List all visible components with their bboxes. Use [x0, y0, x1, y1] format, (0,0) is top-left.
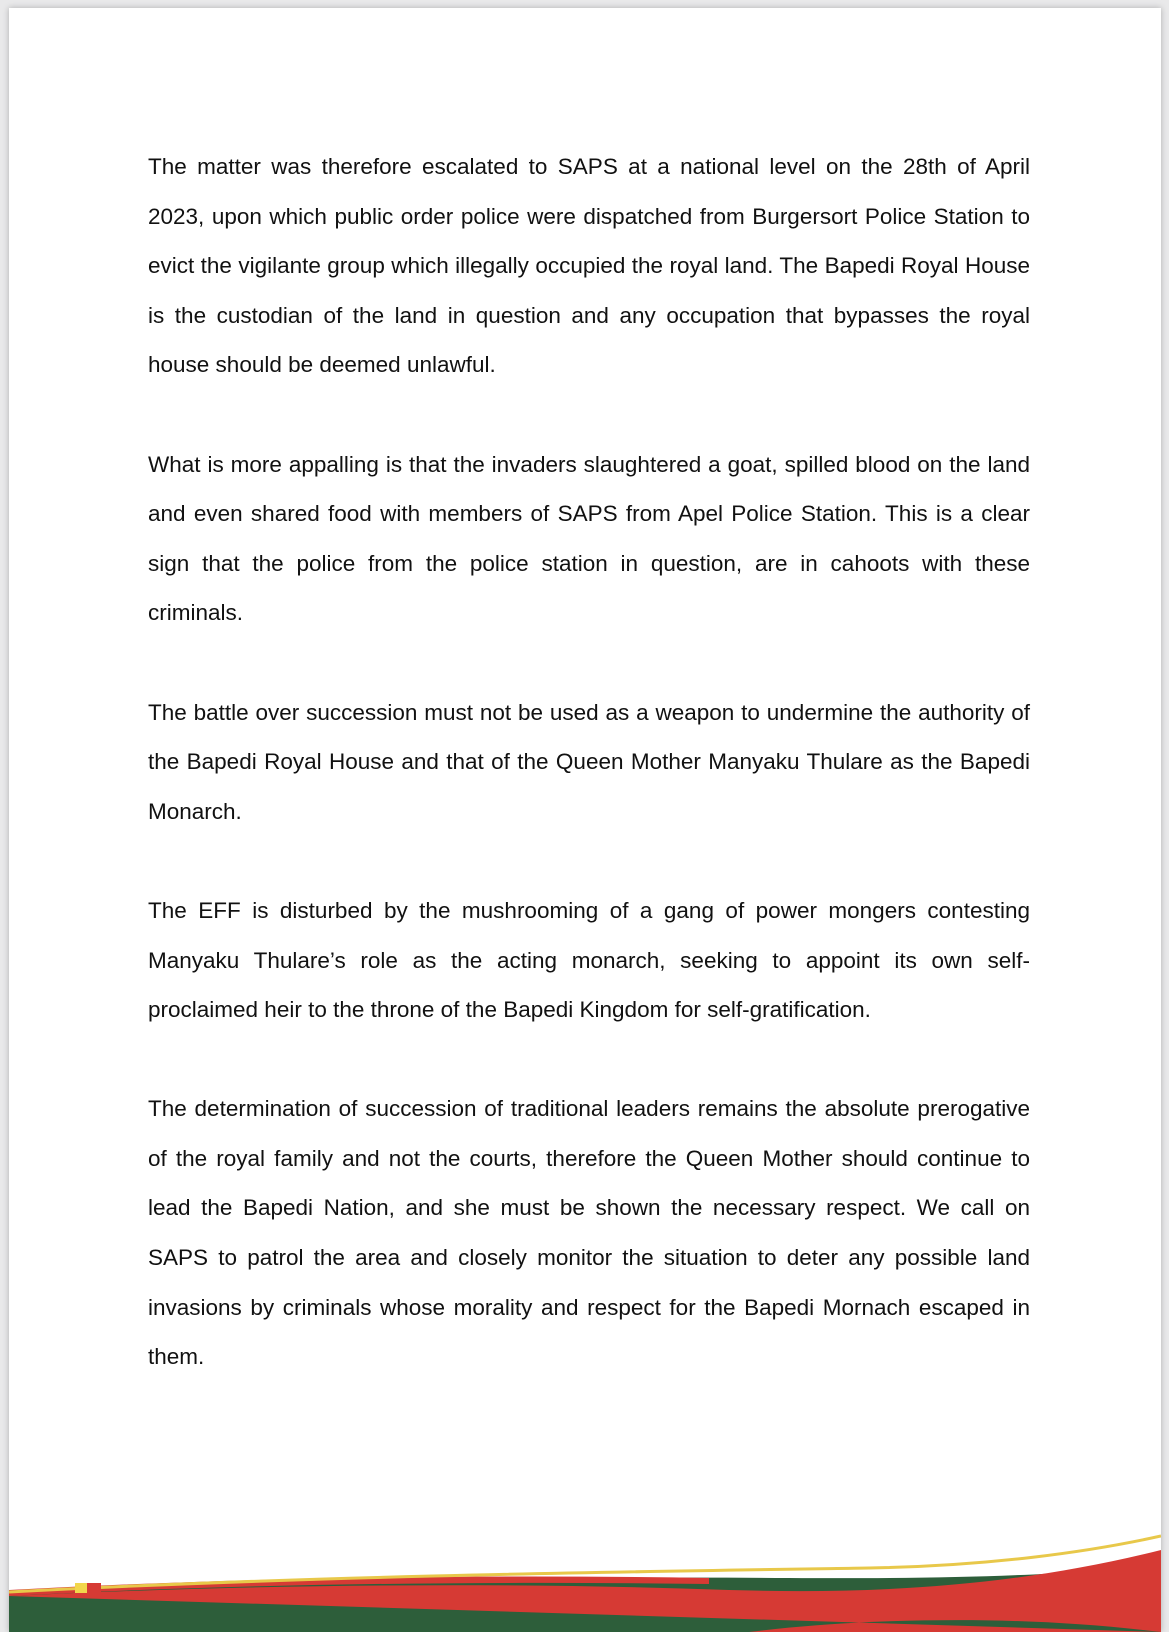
paragraph-2: What is more appalling is that the invaders slaughtered a goat, spilled blood on the land and even shared food with members of SAPS from Apel Police Station. This is a clear sign that the police from the police station in question, are in cahoots with these criminals.: [148, 451, 1030, 626]
footer-flag-accent-yellow: [75, 1583, 87, 1593]
paragraph-1: The matter was therefore escalated to SAPS at a national level on the 28th of April 2023, upon which public order police were dispatched from Burgersort Police Station to evict the vigilante group which illegally occupied the royal land. The Bapedi Royal House is the custodian of the land in question and any occupation that bypasses the royal house should be deemed unlawful.: [148, 154, 1030, 378]
footer-decorative-wave: [9, 1532, 1161, 1632]
paragraph-3: The battle over succession must not be used as a weapon to undermine the authority of the Bapedi Royal House and that of the Queen Mother Manyaku Thulare as the Bapedi Monarch.: [148, 699, 1030, 824]
document-page: [9, 8, 1161, 1632]
document-body: [148, 142, 1030, 1431]
footer-flag-accent-red: [87, 1583, 101, 1593]
paragraph-5: The determination of succession of traditional leaders remains the absolute prerogative of the royal family and not the courts, therefore the Queen Mother should continue to lead the Bapedi Nation, and she must be shown the necessary respect. We call on SAPS to patrol the area and closely monitor the situation to deter any possible land invasions by criminals whose morality and respect for the Bapedi Mornach escaped in them.: [148, 1096, 1030, 1370]
paragraph-4: The EFF is disturbed by the mushrooming of a gang of power mongers contesting Manyaku Thulare’s role as the acting monarch, seeking to appoint its own self-proclaimed heir to the throne of the Bapedi Kingdom for self-gratification.: [148, 897, 1030, 1023]
